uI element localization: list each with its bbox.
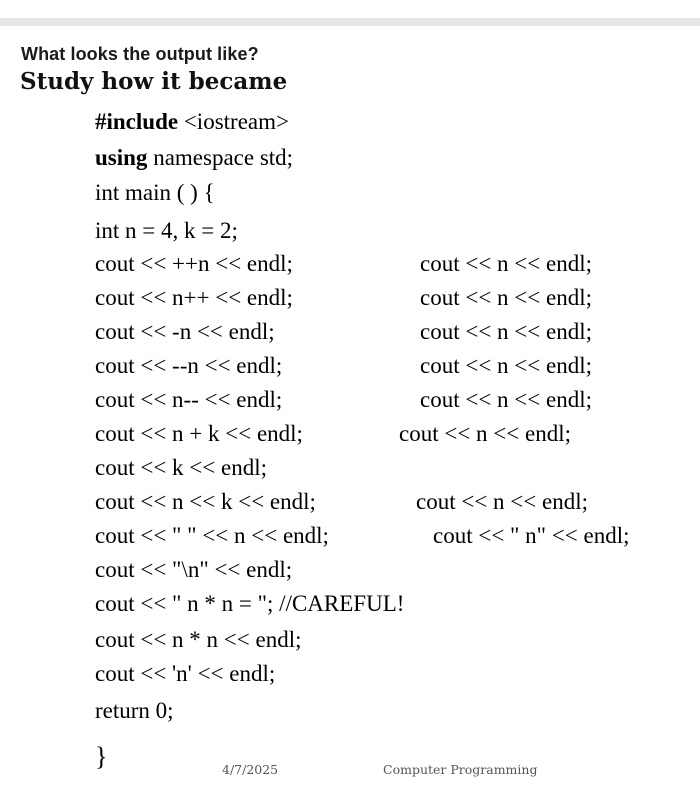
code-line-left: cout << n-- << endl;	[95, 387, 283, 412]
code-line-right: cout << n << endl;	[420, 285, 592, 310]
code-line-left: cout << " " << n << endl;	[95, 523, 329, 548]
code-line-left: cout << ++n << endl;	[95, 251, 293, 276]
code-line-right: cout << n << endl;	[420, 319, 592, 344]
code-line-left: cout << 'n' << endl;	[95, 661, 276, 686]
slide-question-heading: What looks the output like?	[21, 44, 259, 64]
code-line-careful-comment: cout << " n * n = "; //CAREFUL!	[95, 591, 405, 616]
code-line-include	[95, 109, 289, 135]
code-line-right: cout << n << endl;	[399, 421, 571, 446]
code-line-left: cout << -n << endl;	[95, 319, 275, 344]
code-line-left: cout << --n << endl;	[95, 353, 283, 378]
code-line-left: cout << n * n << endl;	[95, 627, 302, 652]
code-line-left: cout << n << k << endl;	[95, 489, 316, 514]
using-rest: namespace std;	[147, 145, 294, 170]
code-line-right: cout << n << endl;	[420, 353, 592, 378]
code-line-right: cout << n << endl;	[420, 387, 592, 412]
code-line-main: int main ( ) {	[95, 180, 215, 205]
code-line-close-brace: }	[95, 742, 108, 771]
code-line-left: cout << n++ << endl;	[95, 285, 293, 310]
code-line-left: cout << k << endl;	[95, 455, 267, 480]
code-line-using	[95, 145, 293, 171]
code-line-right: cout << n << endl;	[416, 489, 588, 514]
code-line-left: cout << "\n" << endl;	[95, 557, 293, 582]
footer-title: Computer Programming	[383, 762, 538, 777]
slide-subtitle-heading: Study how it became	[20, 68, 288, 95]
using-keyword: using	[95, 145, 148, 170]
top-divider-bar	[0, 18, 700, 26]
include-target: <iostream>	[178, 109, 289, 134]
code-line-decl: int n = 4, k = 2;	[95, 218, 238, 243]
code-line-right: cout << n << endl;	[420, 251, 592, 276]
footer-date: 4/7/2025	[222, 762, 279, 777]
code-line-right: cout << " n" << endl;	[433, 523, 630, 548]
include-keyword: #include	[95, 109, 179, 134]
code-line-return: return 0;	[95, 698, 174, 723]
code-line-left: cout << n + k << endl;	[95, 421, 303, 446]
